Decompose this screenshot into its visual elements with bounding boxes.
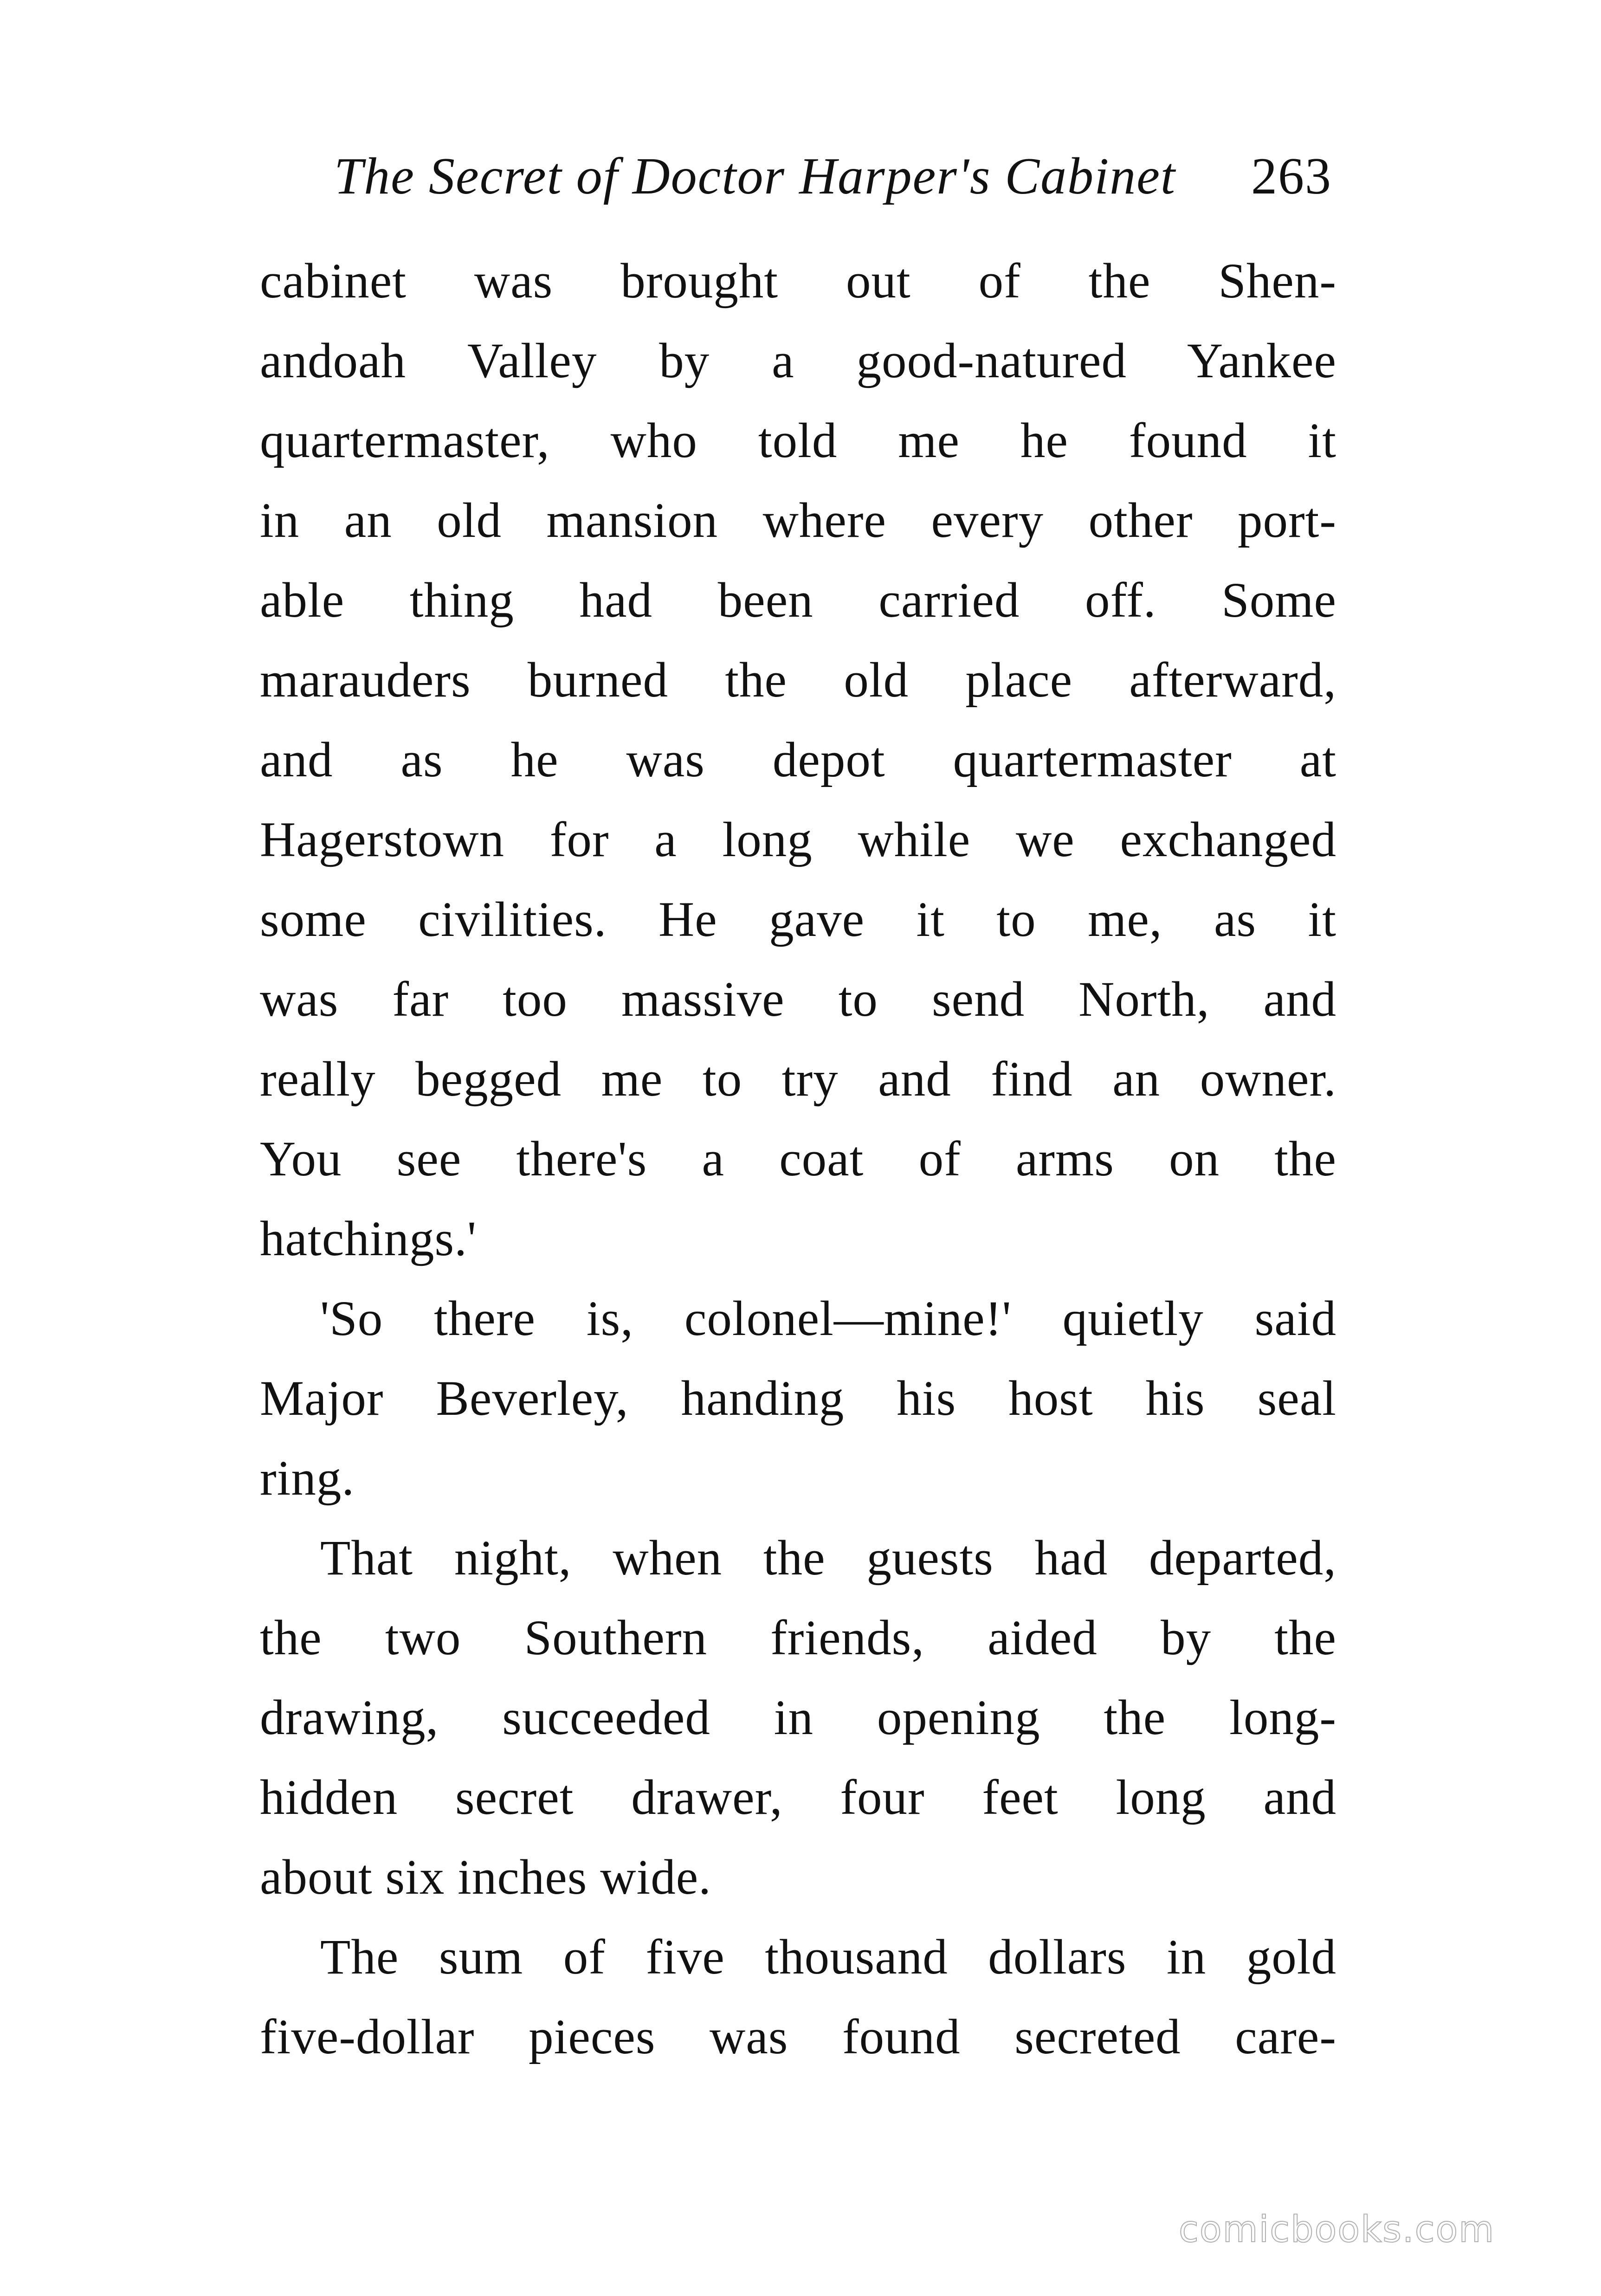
text-line: and as he was depot quartermaster at	[260, 733, 1336, 787]
text-line: able thing had been carried off. Some	[260, 573, 1336, 628]
text-line: some civilities. He gave it to me, as it	[260, 892, 1336, 947]
text-line: really begged me to try and find an owner.	[260, 1052, 1336, 1107]
text-line: hidden secret drawer, four feet long and	[260, 1770, 1336, 1825]
text-line: cabinet was brought out of the Shen-	[260, 254, 1336, 309]
text-line: in an old mansion where every other port-	[260, 493, 1336, 548]
text-line: You see there's a coat of arms on the	[260, 1132, 1336, 1187]
text-line: ring.	[260, 1451, 355, 1506]
page-number: 263	[1251, 148, 1332, 205]
text-line: was far too massive to send North, and	[260, 972, 1336, 1027]
text-line: 'So there is, colonel—mine!' quietly said	[320, 1291, 1336, 1346]
text-line: quartermaster, who told me he found it	[260, 413, 1336, 468]
text-line: five-dollar pieces was found secreted care-	[260, 2010, 1336, 2064]
text-line: the two Southern friends, aided by the	[260, 1611, 1336, 1665]
text-line: andoah Valley by a good-natured Yankee	[260, 334, 1336, 388]
text-line: The sum of five thousand dollars in gold	[320, 1930, 1336, 1985]
text-line: drawing, succeeded in opening the long-	[260, 1690, 1336, 1745]
running-title: The Secret of Doctor Harper's Cabinet	[334, 148, 1176, 205]
text-line: marauders burned the old place afterward,	[260, 653, 1336, 708]
body-text	[260, 241, 1336, 2077]
text-line: Hagerstown for a long while we exchanged	[260, 813, 1336, 867]
text-line: about six inches wide.	[260, 1850, 711, 1905]
text-line: hatchings.'	[260, 1212, 477, 1266]
running-head	[334, 139, 1332, 213]
text-line: That night, when the guests had departed,	[320, 1531, 1336, 1586]
watermark: comicbooks.com	[1179, 2209, 1495, 2251]
text-line: Major Beverley, handing his host his seal	[260, 1371, 1336, 1426]
